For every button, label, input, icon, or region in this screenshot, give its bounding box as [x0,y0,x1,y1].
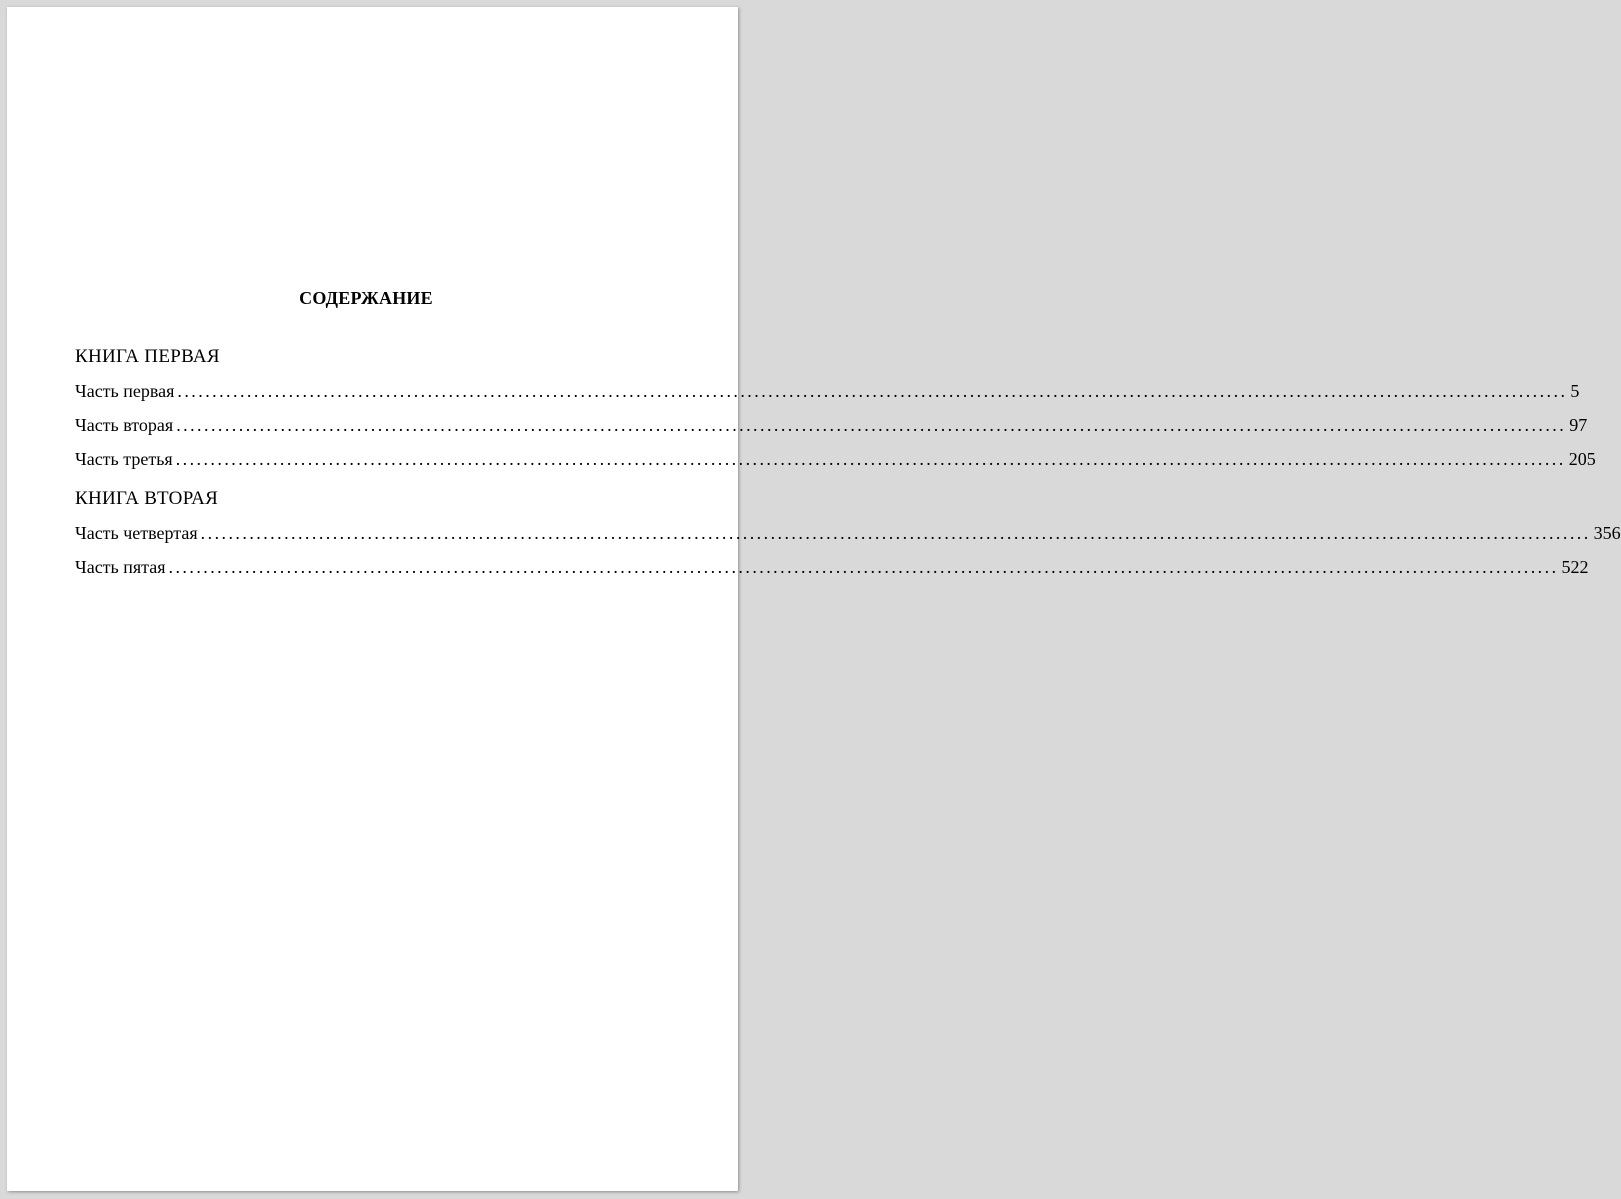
toc-entry-page: 522 [1561,557,1589,577]
toc-entry-label: Часть четвертая [75,523,198,543]
dot-leader: ........................................................................................................................................................................................................ [168,557,1559,577]
book-heading-2: КНИГА ВТОРАЯ [75,488,219,509]
toc-entry[interactable] [75,550,1589,584]
document-page [7,7,1621,1191]
dot-leader: ........................................................................................................................................................................................................ [200,523,1591,543]
toc-entry[interactable] [75,408,1588,442]
toc-entry-label: Часть пятая [75,557,166,577]
toc-entry-page: 5 [1570,381,1580,401]
toc-entry-label: Часть третья [75,449,173,469]
book-heading-1: КНИГА ПЕРВАЯ [75,346,220,367]
toc-entry-page: 205 [1568,449,1596,469]
table-of-contents [75,340,1621,584]
dot-leader: ........................................................................................................................................................................................................ [177,381,1568,401]
toc-entry-label: Часть вторая [75,415,174,435]
dot-leader: ........................................................................................................................................................................................................ [175,449,1566,469]
toc-entry[interactable] [75,374,1580,408]
toc-entry[interactable] [75,516,1621,550]
toc-entry-page: 356 [1593,523,1621,543]
toc-entry[interactable] [75,442,1596,476]
toc-entry-page: 97 [1569,415,1588,435]
toc-title: СОДЕРЖАНИЕ [299,288,433,308]
dot-leader: ........................................................................................................................................................................................................ [176,415,1567,435]
toc-entry-label: Часть первая [75,381,175,401]
